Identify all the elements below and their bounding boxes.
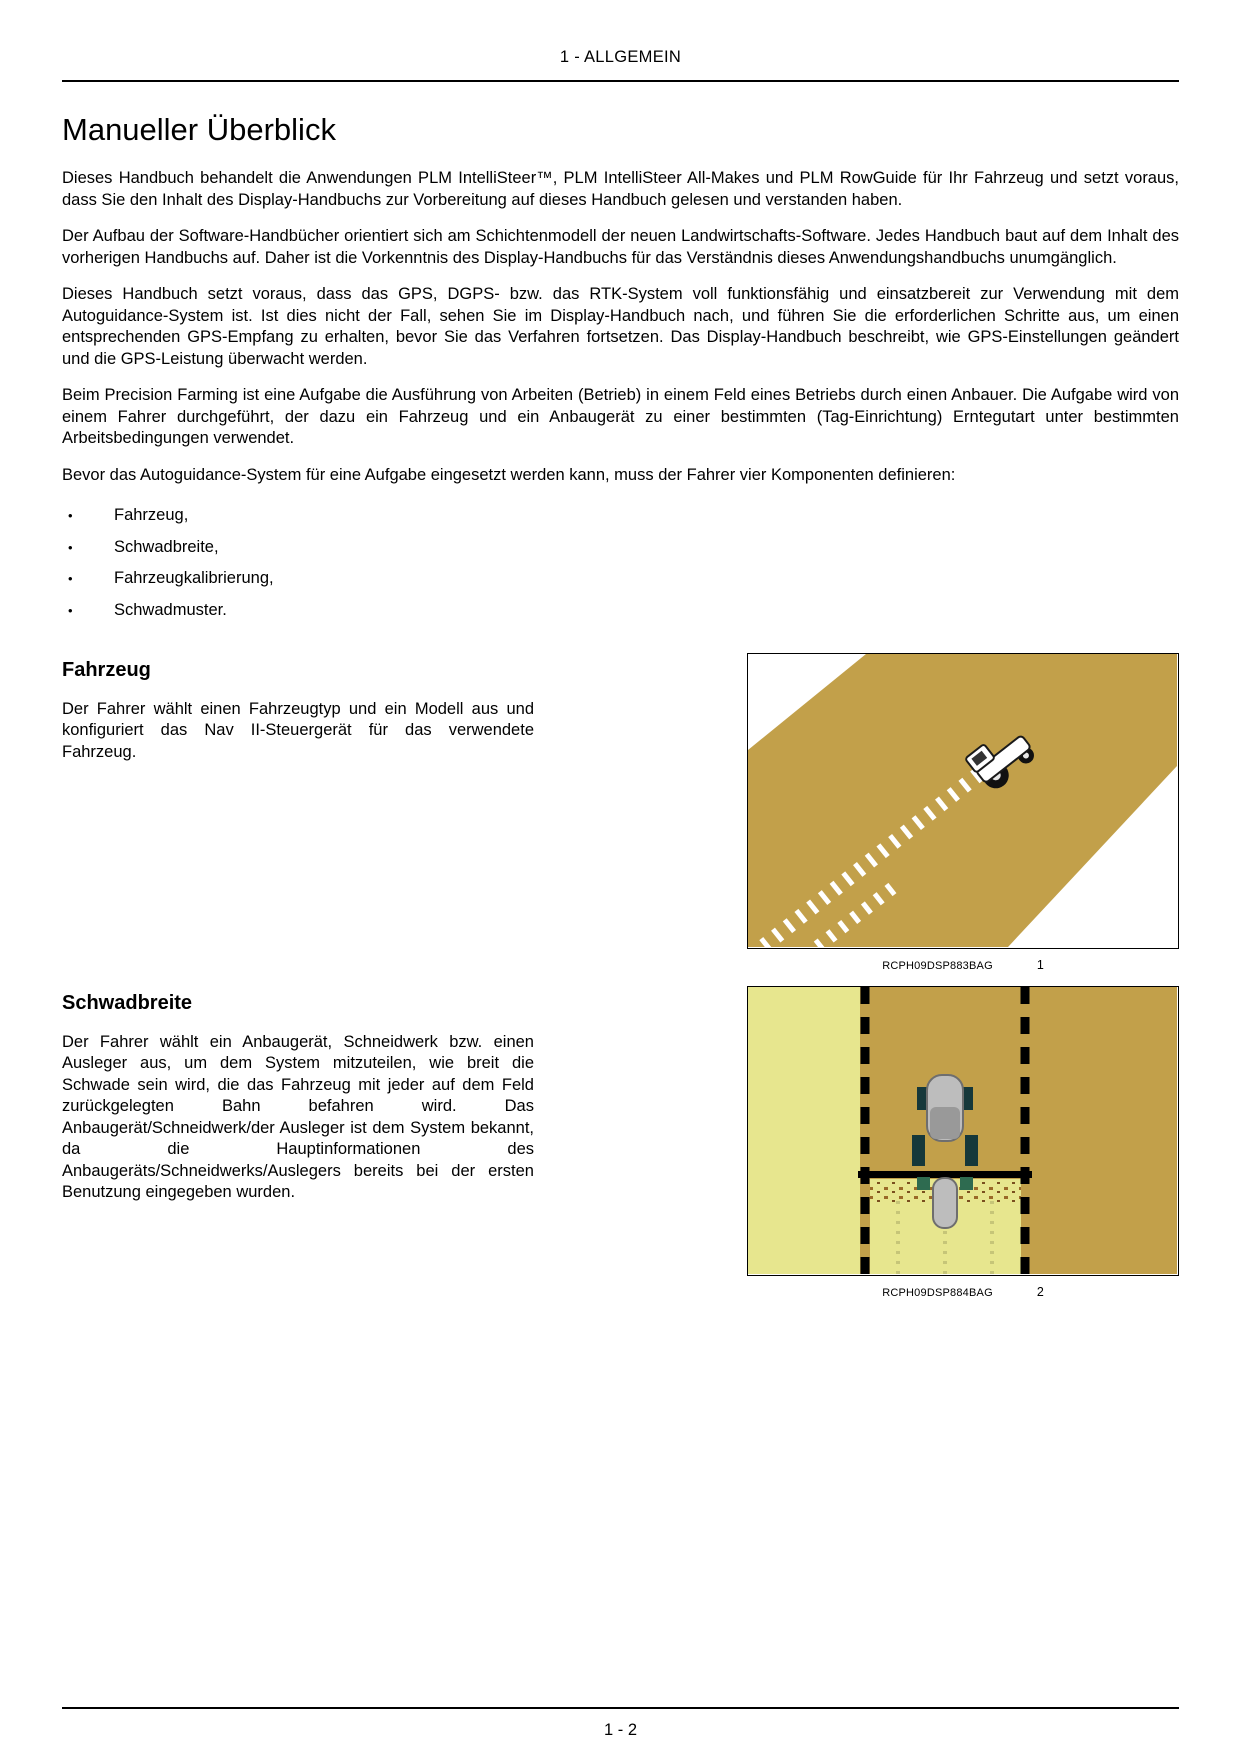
figure-column — [747, 653, 1179, 972]
page-number: 1 - 2 — [603, 1721, 638, 1739]
implement-toolbar — [858, 1171, 1032, 1178]
list-item — [62, 537, 1179, 559]
page-title: Manueller Überblick — [62, 112, 336, 147]
figure-reference-code: RCPH09DSP883BAG — [882, 960, 993, 972]
figure-reference-code: RCPH09DSP884BAG — [882, 1287, 993, 1299]
section-fahrzeug — [62, 653, 1179, 972]
section-text-column — [62, 653, 534, 780]
section-text-column — [62, 986, 534, 1220]
section-heading: Schwadbreite — [62, 992, 193, 1014]
figure-column — [747, 986, 1179, 1299]
section-heading: Fahrzeug — [62, 659, 151, 681]
list-item-label: Schwadmuster. — [114, 600, 227, 619]
page-header: 1 - ALLGEMEIN — [559, 48, 682, 66]
list-item-label: Fahrzeugkalibrierung, — [114, 569, 274, 587]
header-rule — [62, 80, 1179, 82]
swath-illustration — [748, 987, 1177, 1274]
intro-paragraph: Dieses Handbuch setzt voraus, dass das GPS, DGPS- bzw. das RTK-System voll funktionsfähig und einsatzbereit zur Verwendung mit dem Autoguidance-System ist. Ist dies nicht der Fall, sehen Sie im Display-Handbuch nach, und führen Sie die erforderlichen Schritte aus, um einen entsprechenden GPS-Empfang zu erhalten, bevor Sie das Verfahren fortsetzen. Das Display-Handbuch beschreibt, wie GPS-Einstellungen geändert und die GPS-Leistung überwacht werden. — [62, 285, 1179, 368]
intro-paragraph: Dieses Handbuch behandelt die Anwendungen PLM IntelliSteer™, PLM IntelliSteer All-Makes und PLM RowGuide für Ihr Fahrzeug und setzt voraus, dass Sie den Inhalt des Display-Handbuchs zur Vorbereitung auf dieses Handbuch gelesen und verstanden haben. — [62, 169, 1179, 209]
bullet-icon: • — [68, 602, 73, 618]
component-list — [62, 505, 1179, 631]
figure-number: 2 — [1036, 1285, 1044, 1299]
list-item — [62, 505, 1179, 527]
section-schwadbreite — [62, 986, 1179, 1299]
bullet-icon: • — [68, 571, 73, 586]
figure-caption — [747, 1285, 1179, 1299]
page-footer — [62, 1707, 1179, 1754]
section-body: Der Fahrer wählt ein Anbaugerät, Schneidwerk bzw. einen Ausleger aus, um dem System mitzuteilen, wie breit die Schwade sein wird, die das Fahrzeug mit jeder auf dem Feld zurückgelegten Bahn befahren wird. Das Anbaugerät/Schneidwerk/der Ausleger ist dem System bekannt, da die Hauptinformationen des Anbaugeräts/Schneidwerks/Auslegers bereits bei der ersten Benutzung eingegeben wurden. — [62, 1032, 534, 1201]
bullet-icon: • — [68, 539, 73, 555]
list-item-label: Fahrzeug, — [114, 506, 189, 524]
list-item-label: Schwadbreite, — [114, 537, 219, 556]
figure-field-tracking-image — [747, 653, 1179, 949]
field-tractor-illustration — [748, 654, 1177, 947]
bullet-icon: • — [68, 508, 73, 523]
figure-caption — [747, 958, 1179, 972]
list-item — [62, 568, 1179, 590]
list-item — [62, 600, 1179, 622]
figure-swath-width-image — [747, 986, 1179, 1276]
section-body: Der Fahrer wählt einen Fahrzeugtyp und ein Modell aus und konfiguriert das Nav II-Steuergerät für das verwendete Fahrzeug. — [62, 699, 534, 761]
intro-paragraph: Beim Precision Farming ist eine Aufgabe die Ausführung von Arbeiten (Betrieb) in einem Feld eines Betriebs durch einen Anbauer. Die Aufgabe wird von einem Fahrer durchgeführt, der dazu ein Fahrzeug und ein Anbaugerät zu einer bestimmten (Tag-Einrichtung) Erntegutart unter bestimmten Arbeitsbedingungen verwendet. — [62, 386, 1179, 447]
figure-number: 1 — [1036, 958, 1044, 972]
intro-paragraph: Bevor das Autoguidance-System für eine Aufgabe eingesetzt werden kann, muss der Fahrer vier Komponenten definieren: — [62, 465, 956, 484]
intro-paragraph: Der Aufbau der Software-Handbücher orientiert sich am Schichtenmodell der neuen Landwirtschafts-Software. Jedes Handbuch baut auf dem Inhalt des vorherigen Handbuchs auf. Daher ist die Vorkenntnis des Display-Handbuchs für das Verständnis dieses Anwendungshandbuchs unumgänglich. — [62, 227, 1179, 267]
